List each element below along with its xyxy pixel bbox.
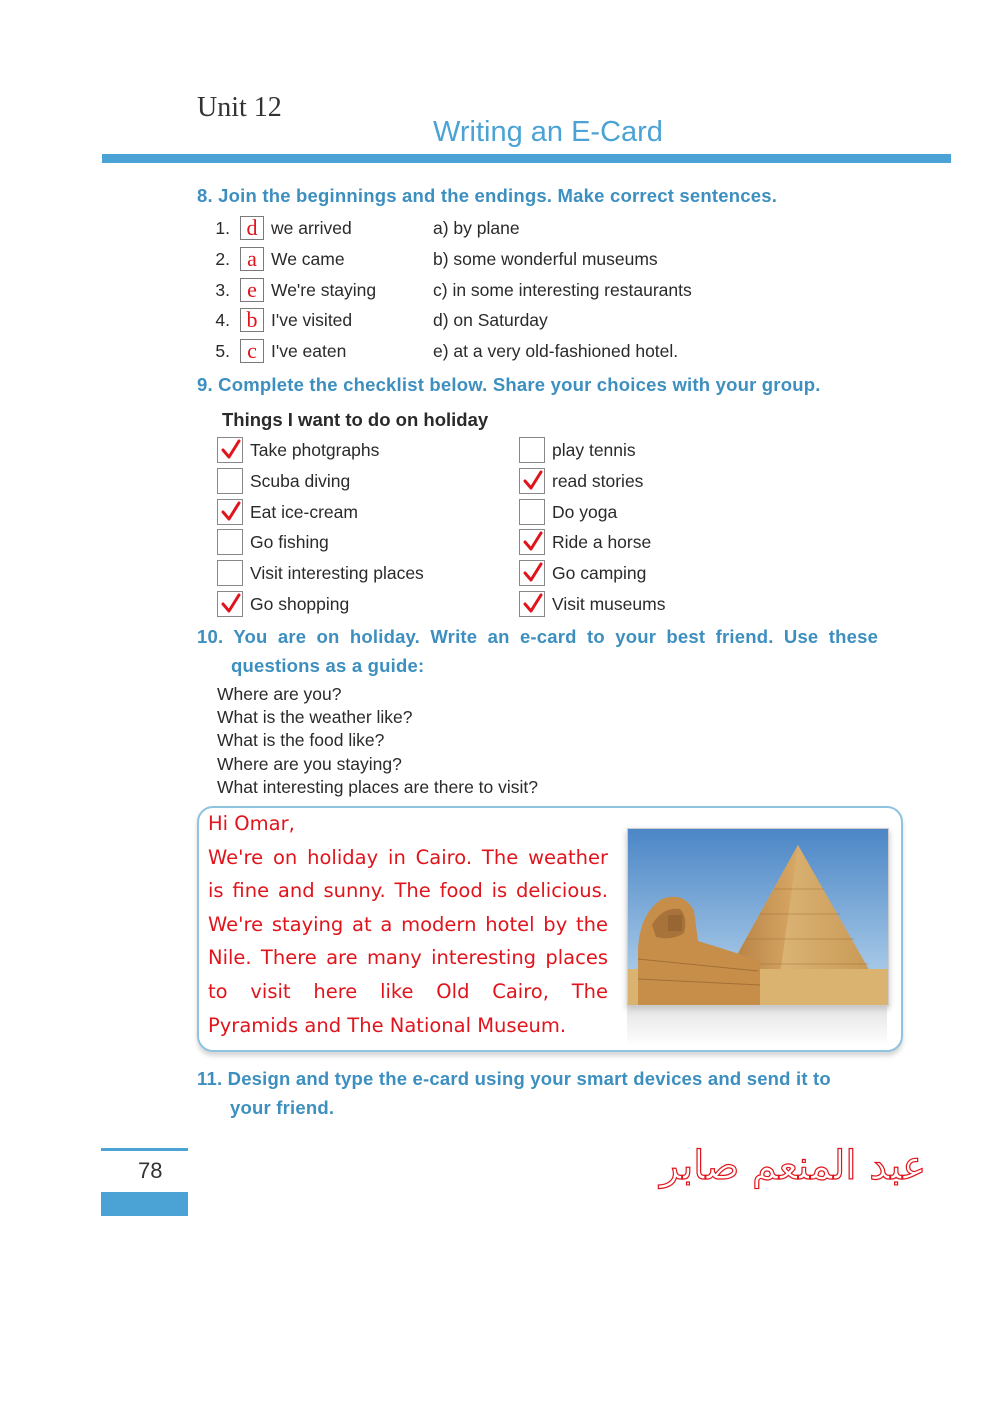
page-number: 78 [138,1158,163,1183]
checkmark-icon [522,562,544,584]
checkmark-icon [220,439,242,461]
checkmark-icon [522,593,544,615]
sentence-ending: a) by plane [433,218,520,238]
guide-question: What is the food like? [217,730,385,751]
checkbox-label: Go camping [552,563,647,584]
ecard-line: We're on holiday in Cairo. The weather [208,845,608,869]
answer-box[interactable]: e [240,278,264,302]
signature [390,1135,927,1200]
guide-question: What is the weather like? [217,707,413,728]
sentence-beginning: I've visited [271,310,353,331]
ex9-instruction: 9. Complete the checklist below. Share your choices with your group. [197,374,821,395]
ecard-line: Pyramids and The National Museum. [208,1013,567,1037]
title-rule [102,154,951,163]
checkbox[interactable] [217,560,243,586]
checkbox[interactable] [519,499,545,525]
sentence-ending: c) in some interesting restaurants [433,279,692,300]
checkbox[interactable] [217,499,243,525]
ecard-greeting: Hi Omar, [208,812,295,835]
ex8-instruction: 8. Join the beginnings and the endings. Make correct sentences. [197,185,778,206]
checkbox-label: Visit museums [552,594,666,614]
checkbox-label: Take photgraphs [250,440,380,460]
ex10-instruction-cont: questions as a guide: [231,655,425,676]
ex11-instruction-cont: your friend. [230,1097,335,1118]
checkbox[interactable] [217,468,243,494]
checkmark-icon [220,593,242,615]
page-title: Writing an E-Card [433,116,663,148]
page-number-rule [101,1148,188,1151]
sentence-ending: d) on Saturday [433,310,548,331]
checkbox[interactable] [519,468,545,494]
checkbox-label: read stories [552,470,644,491]
answer-box[interactable]: b [240,308,264,332]
item-number: 2. [215,248,230,269]
sentence-beginning: we arrived [271,218,352,238]
checkbox[interactable] [519,591,545,617]
unit-label: Unit 12 [197,92,282,123]
sentence-ending: e) at a very old-fashioned hotel. [433,341,679,362]
sentence-beginning: I've eaten [271,341,347,362]
checkbox-label: Ride a horse [552,532,652,553]
sentence-beginning: We came [271,248,345,269]
checkbox-label: Go shopping [250,594,350,614]
guide-question: Where are you? [217,684,342,704]
checkbox[interactable] [519,560,545,586]
pyramids-sphinx-photo [627,828,889,1006]
checkbox[interactable] [217,437,243,463]
checkbox[interactable] [519,529,545,555]
guide-question: What interesting places are there to visit? [217,776,538,797]
checkbox[interactable] [217,529,243,555]
checkbox-label: Eat ice-cream [250,501,358,522]
checkmark-icon [522,531,544,553]
item-number: 3. [215,279,230,300]
ecard-line: is fine and sunny. The food is delicious. [208,879,608,903]
checklist-heading: Things I want to do on holiday [222,409,489,430]
guide-question: Where are you staying? [217,753,402,774]
ecard-line: to visit here like Old Cairo, The [208,980,608,1003]
checkbox[interactable] [519,437,545,463]
answer-box[interactable]: a [240,247,264,271]
answer-box[interactable]: c [240,339,264,363]
item-number: 1. [215,218,230,238]
page-number-bar [101,1192,188,1216]
checkmark-icon [522,470,544,492]
ex11-instruction: 11. Design and type the e-card using your smart devices and send it to [197,1068,831,1089]
item-number: 4. [215,310,230,331]
answer-box[interactable]: d [240,216,264,240]
ecard-line: Nile. There are many interesting places [208,946,608,970]
checkbox-label: Scuba diving [250,470,351,491]
ecard-line: We're staying at a modern hotel by the [208,912,608,936]
photo-reflection [627,1006,887,1046]
checkbox-label: Visit interesting places [250,563,424,584]
checkbox-label: Do yoga [552,501,618,522]
sentence-ending: b) some wonderful museums [433,248,658,269]
checkbox-label: Go fishing [250,532,329,553]
signature-text: عبد المنعم صابر [660,1143,927,1189]
item-number: 5. [215,341,230,362]
checkbox[interactable] [217,591,243,617]
sentence-beginning: We're staying [271,279,377,300]
checkmark-icon [220,501,242,523]
checkbox-label: play tennis [552,440,636,460]
ex10-instruction: 10. You are on holiday. Write an e-card to your best friend. Use these [197,626,879,647]
